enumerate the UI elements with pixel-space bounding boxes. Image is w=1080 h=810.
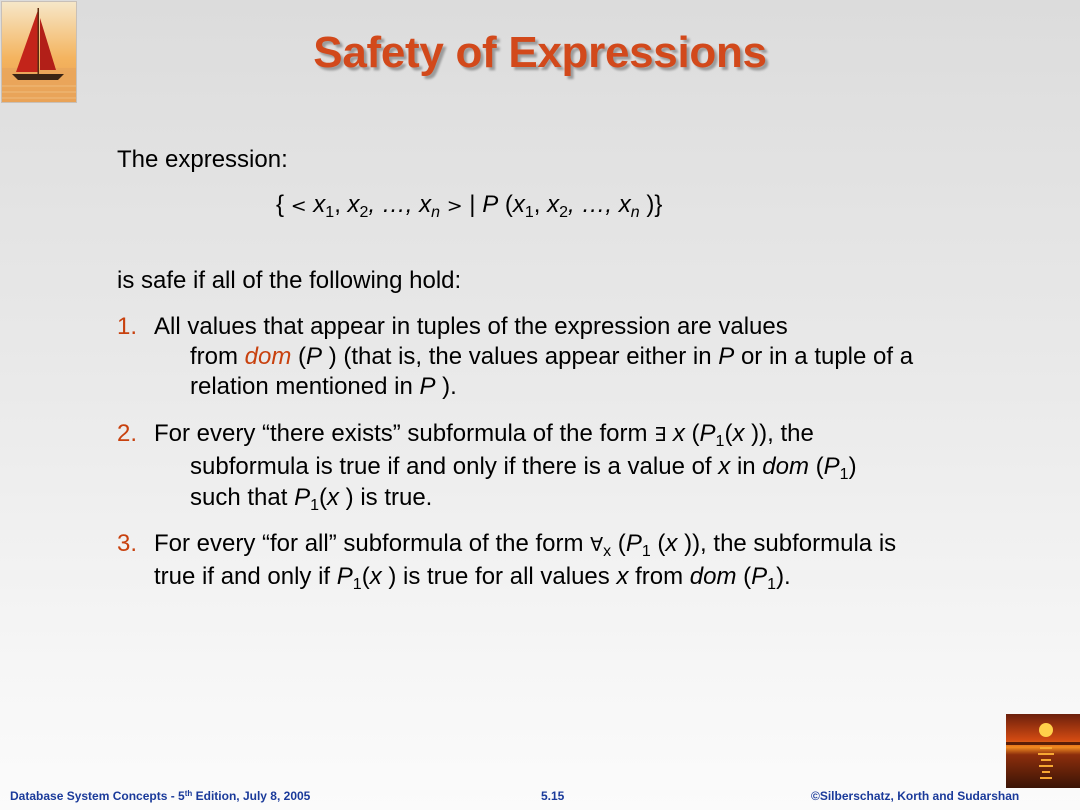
footer-book-edition: Database System Concepts - 5th Edition, July 8, 2005 xyxy=(10,789,311,803)
item-3-line-1: For every “for all” subformula of the form $\forall_x$ ($P_1$ (x )), the subformula is xyxy=(154,530,897,560)
item-1-line-3: relation mentioned in P ). xyxy=(190,373,457,400)
item-number: 2. xyxy=(117,420,138,447)
set-expression: { < $x_1$, $x_2$, …, $x_n$ > | P ($x_1$, $x_2$, …, $x_n$ )} xyxy=(276,191,663,221)
slide-title: Safety of Expressions xyxy=(313,28,767,77)
item-3-line-2: true if and only if $P_1(x$ ) is true for all values x from dom $(P_1)$. xyxy=(154,563,791,593)
intro-text: The expression: xyxy=(117,146,288,173)
item-number: 3. xyxy=(117,530,138,557)
item-1-line-1: All values that appear in tuples of the expression are values xyxy=(154,313,788,340)
safe-heading: is safe if all of the following hold: xyxy=(117,267,462,294)
item-number: 1. xyxy=(117,313,138,340)
footer-copyright: ©Silberschatz, Korth and Sudarshan xyxy=(811,789,1020,803)
item-2-line-2: subformula is true if and only if there is a value of x in dom $(P_1)$ xyxy=(190,453,857,483)
sunset-logo xyxy=(1006,714,1080,788)
forall-symbol: ∀ xyxy=(590,534,604,556)
item-2-line-1: For every “there exists” subformula of the form ∃ x ($P_1(x$ )), the xyxy=(154,420,814,450)
exists-symbol: ∃ xyxy=(654,424,667,446)
item-1-line-2: from dom (P ) (that is, the values appear either in P or in a tuple of a xyxy=(190,343,914,370)
footer-page-number: 5.15 xyxy=(541,789,565,803)
sunset-image xyxy=(1006,714,1080,788)
item-2-line-3: such that $P_1(x$ ) is true. xyxy=(190,484,433,514)
